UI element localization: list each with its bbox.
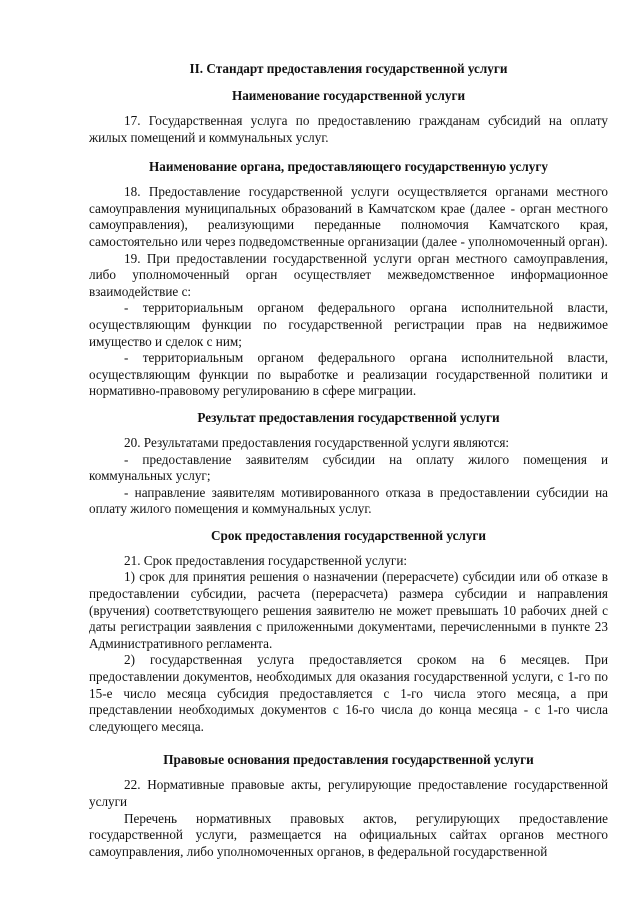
paragraph-22: 22. Нормативные правовые акты, регулирующие предоставление государственной услуги [89,777,608,809]
paragraph-19-item-2: - территориальным органом федерального органа исполнительной власти, осуществляющим функции по выработке и реализации государственной политики и нормативно-правовому регулированию в сфере миграции. [89,350,608,399]
paragraph-21: 21. Срок предоставления государственной услуги: [124,552,408,568]
section-heading-term: Срок предоставления государственной услуги [210,527,487,543]
paragraph-21-item-1: 1) срок для принятия решения о назначении (перерасчете) субсидии или об отказе в предоставлении субсидии, расчета (перерасчета) размера субсидии и направления (вручения) соответствующего решения заявителю не может превышать 10 рабочих дней с даты регистрации заявления с приложенными документами, перечисленными в пункте 23 Административного регламента. [89,569,608,651]
paragraph-22-list: Перечень нормативных правовых актов, регулирующих предоставление государственной услуги, размещается на официальных сайтах органов местного самоуправления, либо уполномоченных органов, в федеральной государственной [89,810,608,859]
paragraph-18: 18. Предоставление государственной услуги осуществляется органами местного самоуправления муниципальных образований в Камчатском крае (далее - орган местного самоуправления), реализующими переданные полномочия Камчатского края, самостоятельно или через подведомственные организации (далее - уполномоченный орган). [89,184,608,249]
paragraph-20: 20. Результатами предоставления государственной услуги являются: [124,434,510,450]
paragraph-19: 19. При предоставлении государственной услуги орган местного самоуправления, либо уполномоченный орган осуществляет межведомственное информационное взаимодействие с: [89,250,608,299]
section-heading-authority: Наименование органа, предоставляющего государственную услугу [149,159,548,175]
paragraph-20-item-1: - предоставление заявителям субсидии на оплату жилого помещения и коммунальных услуг; [89,451,608,484]
paragraph-21-item-2: 2) государственная услуга предоставляется сроком на 6 месяцев. При предоставлении документов, необходимых для оказания государственной услуги, с 1-го по 15-е число месяца субсидия предоставляется с 1-го числа этого месяца, а при представлении необходимых документов с 16-го числа до конца месяца - с 1-го числа следующего месяца. [89,652,608,734]
paragraph-17: 17. Государственная услуга по предоставлению гражданам субсидий на оплату жилых помещений и коммунальных услуг. [89,113,608,145]
paragraph-19-item-1: - территориальным органом федерального органа исполнительной власти, осуществляющим функции по государственной регистрации прав на недвижимое имущество и сделок с ним; [89,300,608,349]
paragraph-20-item-2: - направление заявителям мотивированного отказа в предоставлении субсидии на оплату жилого помещения и коммунальных услуг. [89,484,608,517]
document-title: II. Стандарт предоставления государственной услуги [189,61,508,76]
section-heading-service-name: Наименование государственной услуги [231,88,466,103]
section-heading-result: Результат предоставления государственной услуги [197,409,500,425]
section-heading-legal-basis: Правовые основания предоставления государственной услуги [163,752,534,768]
